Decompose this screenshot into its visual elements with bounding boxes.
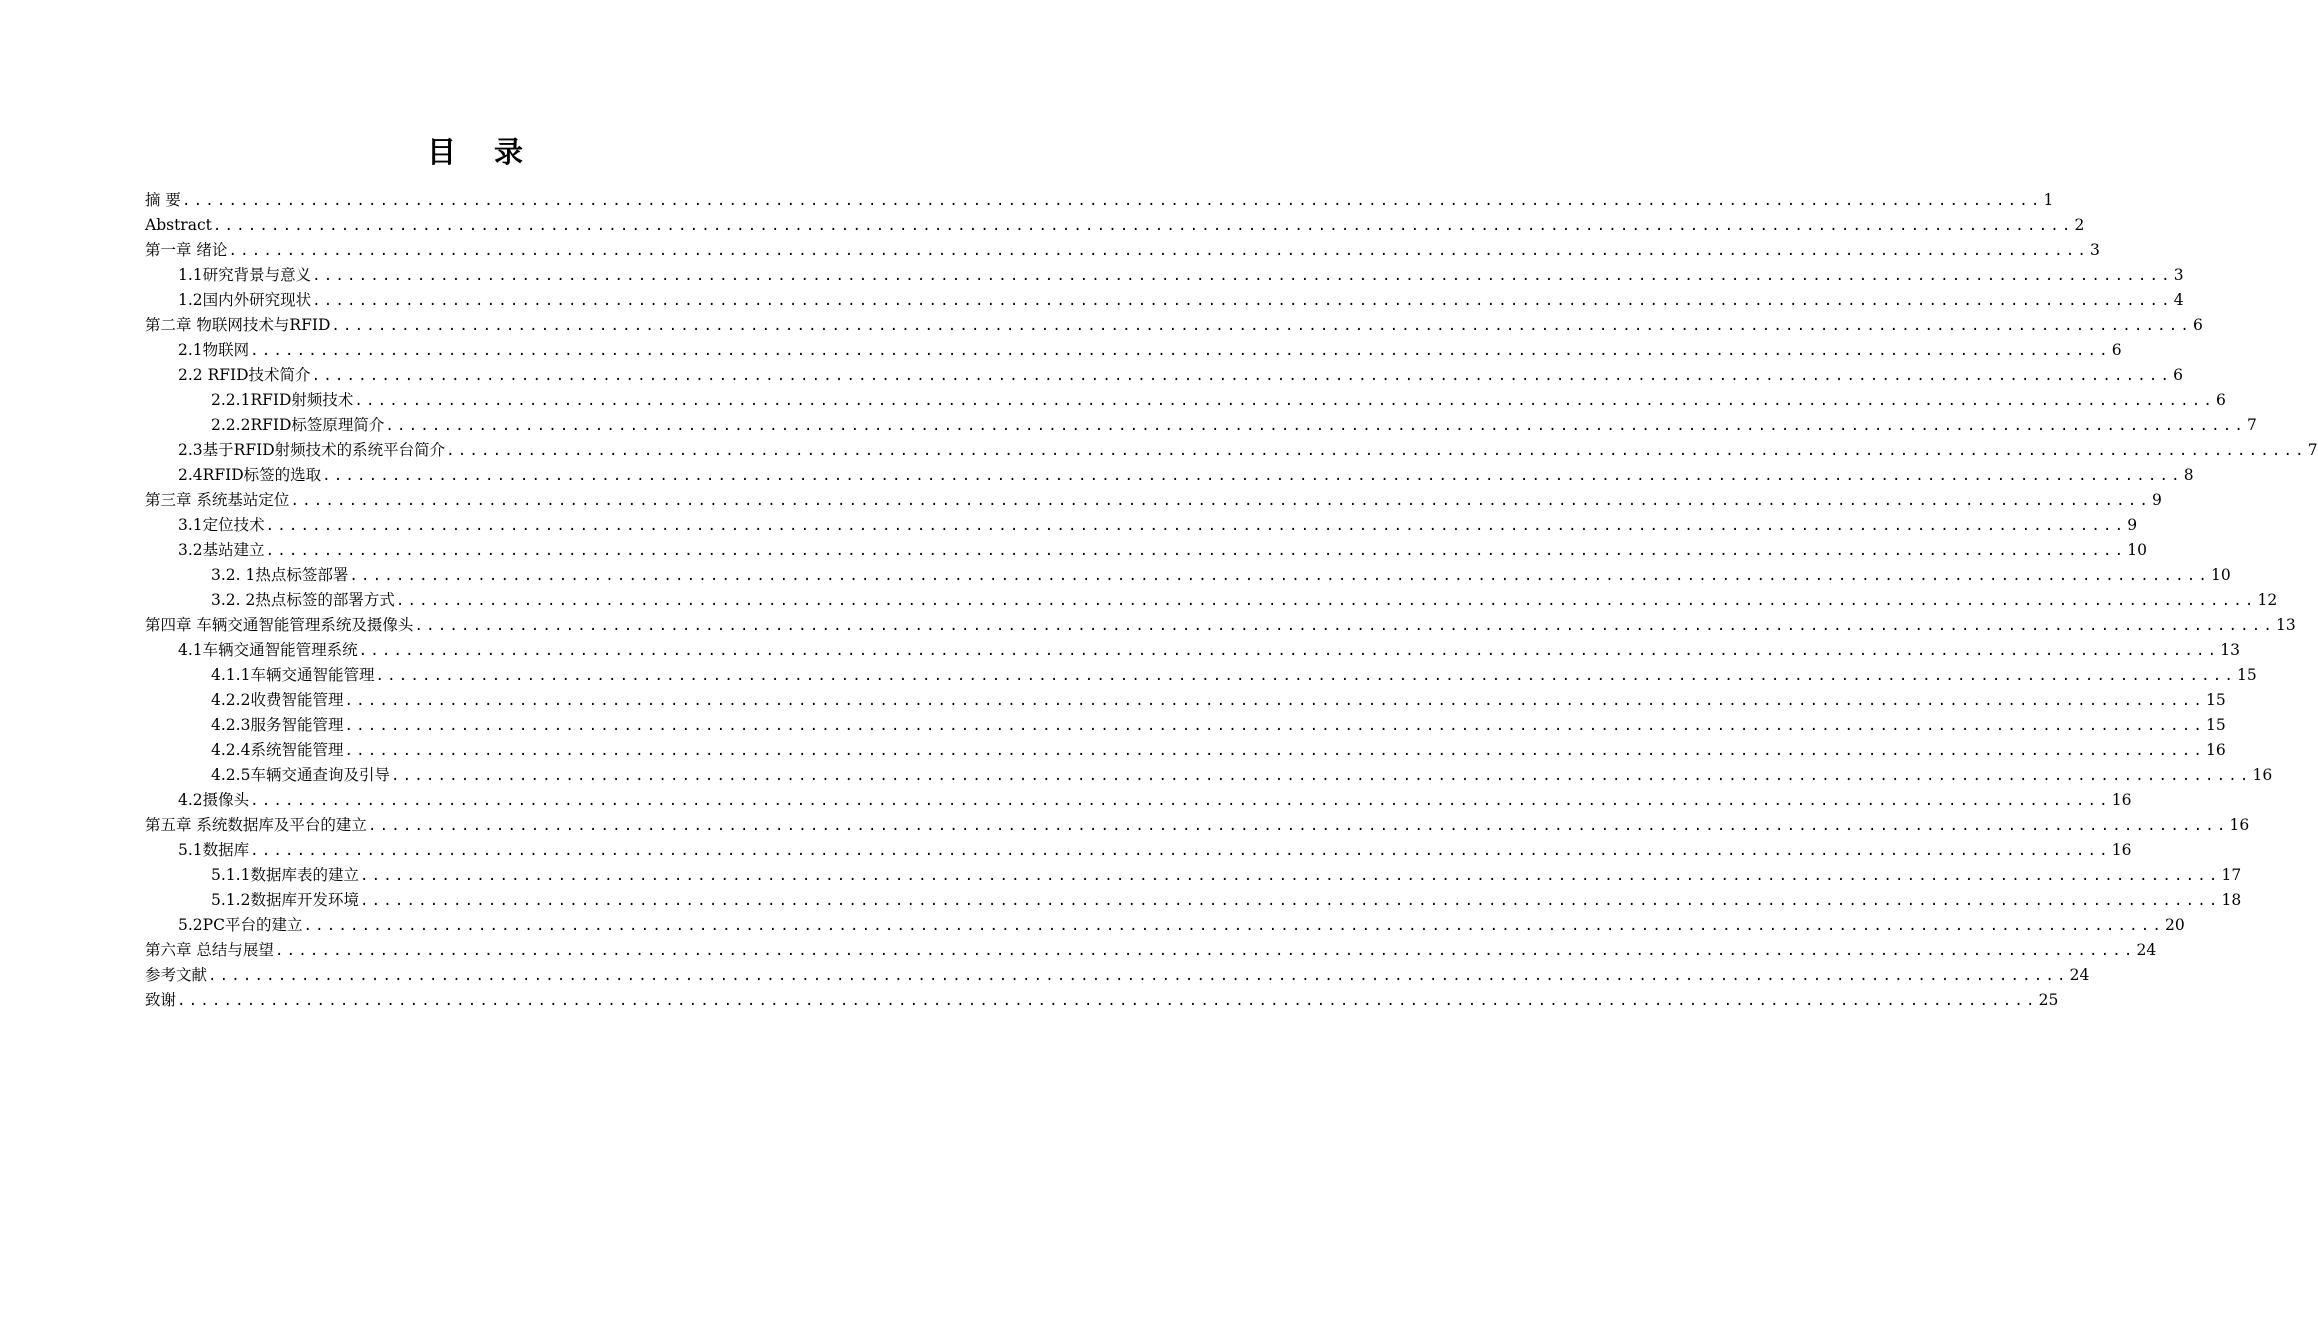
toc-entry-label: 参考文献: [145, 966, 208, 984]
toc-entry-page-number: 25: [2038, 991, 2059, 1009]
page-title: 目 录: [426, 135, 538, 169]
toc-entry-label: 第一章 绪论: [145, 241, 228, 259]
toc-dot-leader: ................................................................................................................................................................: [359, 893, 2221, 909]
toc-entry[interactable]: [145, 513, 2138, 538]
toc-entry-page-number: 18: [2221, 891, 2242, 909]
toc-entry-page-number: 17: [2221, 866, 2242, 884]
toc-entry[interactable]: [145, 413, 2257, 438]
toc-entry-page-number: 24: [2136, 941, 2157, 959]
toc-entry[interactable]: [145, 913, 2185, 938]
toc-dot-leader: ................................................................................................................................................................: [181, 193, 2043, 209]
toc-entry-label: 3.2. 2热点标签的部署方式: [211, 591, 395, 609]
toc-entry-page-number: 6: [2173, 366, 2184, 384]
toc-entry-page-number: 16: [2229, 816, 2250, 834]
toc-dot-leader: ................................................................................................................................................................: [250, 843, 2111, 859]
toc-dot-leader: ................................................................................................................................................................: [446, 443, 2307, 459]
toc-entry[interactable]: [145, 363, 2184, 388]
toc-entry[interactable]: [145, 688, 2226, 713]
toc-entry-page-number: 7: [2307, 441, 2318, 459]
toc-entry[interactable]: [145, 788, 2132, 813]
toc-entry-label: 4.2.3服务智能管理: [211, 716, 344, 734]
toc-entry-page-number: 2: [2074, 216, 2085, 234]
toc-entry-page-number: 13: [2220, 641, 2240, 659]
toc-entry-page-number: 16: [2111, 841, 2132, 859]
toc-entry-label: 1.2国内外研究现状: [178, 291, 312, 309]
toc-entry[interactable]: [145, 263, 2184, 288]
toc-entry-label: 摘 要: [145, 191, 181, 209]
toc-entry-label: 第四章 车辆交通智能管理系统及摄像头: [145, 616, 414, 634]
toc-entry[interactable]: [145, 813, 2250, 838]
toc-entry-label: 5.1.2数据库开发环境: [211, 891, 359, 909]
toc-dot-leader: ................................................................................................................................................................: [344, 718, 2206, 734]
toc-entry-page-number: 16: [2206, 741, 2226, 759]
toc-dot-leader: ................................................................................................................................................................: [250, 343, 2111, 359]
toc-entry-page-number: 3: [2173, 266, 2184, 284]
toc-dot-leader: ................................................................................................................................................................: [375, 668, 2237, 684]
toc-entry-label: 5.1.1数据库表的建立: [211, 866, 359, 884]
toc-entry-page-number: 24: [2069, 966, 2090, 984]
toc-entry[interactable]: [145, 538, 2147, 563]
toc-dot-leader: ................................................................................................................................................................: [349, 568, 2210, 584]
table-of-contents: [145, 188, 2318, 1013]
toc-entry-page-number: 6: [2216, 391, 2226, 409]
toc-entry-label: 2.2.1RFID射频技术: [211, 391, 354, 409]
toc-entry[interactable]: [145, 713, 2226, 738]
toc-entry[interactable]: [145, 238, 2100, 263]
toc-entry-page-number: 9: [2152, 491, 2162, 509]
toc-dot-leader: ................................................................................................................................................................: [312, 293, 2173, 309]
toc-entry-label: 3.2基站建立: [178, 541, 265, 559]
toc-dot-leader: ................................................................................................................................................................: [177, 993, 2038, 1009]
toc-entry-page-number: 3: [2090, 241, 2100, 259]
toc-entry-label: 2.2 RFID技术简介: [178, 366, 311, 384]
toc-entry[interactable]: [145, 888, 2242, 913]
toc-entry-page-number: 20: [2165, 916, 2185, 934]
toc-entry-label: 3.2. 1热点标签部署: [211, 566, 349, 584]
toc-entry-label: 4.2摄像头: [178, 791, 250, 809]
toc-entry-page-number: 13: [2276, 616, 2296, 634]
toc-entry[interactable]: [145, 863, 2242, 888]
toc-dot-leader: ................................................................................................................................................................: [311, 368, 2173, 384]
toc-entry[interactable]: [145, 588, 2278, 613]
toc-entry-label: 第三章 系统基站定位: [145, 491, 290, 509]
toc-entry-label: 4.2.2收费智能管理: [211, 691, 344, 709]
toc-entry-label: 5.1数据库: [178, 841, 250, 859]
toc-entry-label: 第五章 系统数据库及平台的建立: [145, 816, 367, 834]
toc-dot-leader: ................................................................................................................................................................: [354, 393, 2216, 409]
toc-entry-page-number: 7: [2247, 416, 2257, 434]
toc-entry-label: Abstract: [145, 216, 212, 234]
toc-entry-page-number: 15: [2206, 691, 2226, 709]
toc-entry-page-number: 8: [2183, 466, 2194, 484]
toc-entry[interactable]: [145, 313, 2203, 338]
toc-entry-label: 第六章 总结与展望: [145, 941, 274, 959]
toc-entry-label: 5.2PC平台的建立: [178, 916, 303, 934]
toc-entry-label: 2.2.2RFID标签原理简介: [211, 416, 385, 434]
toc-dot-leader: ................................................................................................................................................................: [390, 768, 2252, 784]
toc-entry-label: 2.4RFID标签的选取: [178, 466, 322, 484]
toc-entry[interactable]: [145, 563, 2231, 588]
toc-dot-leader: ................................................................................................................................................................: [303, 918, 2165, 934]
toc-entry[interactable]: [145, 463, 2194, 488]
toc-entry-page-number: 4: [2173, 291, 2184, 309]
toc-dot-leader: ................................................................................................................................................................: [265, 543, 2127, 559]
toc-dot-leader: ................................................................................................................................................................: [367, 818, 2229, 834]
toc-entry-label: 致谢: [145, 991, 177, 1009]
toc-entry[interactable]: [145, 288, 2184, 313]
toc-entry-page-number: 10: [2127, 541, 2147, 559]
toc-entry[interactable]: [145, 738, 2226, 763]
toc-entry-label: 4.1车辆交通智能管理系统: [178, 641, 358, 659]
toc-dot-leader: ................................................................................................................................................................: [265, 518, 2127, 534]
toc-dot-leader: ................................................................................................................................................................: [344, 693, 2206, 709]
toc-entry-label: 3.1定位技术: [178, 516, 265, 534]
toc-entry-page-number: 1: [2043, 191, 2054, 209]
toc-entry-page-number: 9: [2127, 516, 2138, 534]
toc-entry[interactable]: [145, 663, 2257, 688]
toc-dot-leader: ................................................................................................................................................................: [359, 868, 2221, 884]
toc-entry-label: 2.3基于RFID射频技术的系统平台简介: [178, 441, 446, 459]
toc-entry-label: 4.1.1车辆交通智能管理: [211, 666, 375, 684]
toc-entry-page-number: 15: [2237, 666, 2257, 684]
toc-entry[interactable]: [145, 988, 2059, 1013]
toc-entry[interactable]: [145, 638, 2240, 663]
toc-entry-page-number: 12: [2257, 591, 2278, 609]
toc-dot-leader: ................................................................................................................................................................: [250, 793, 2111, 809]
toc-dot-leader: ................................................................................................................................................................: [344, 743, 2206, 759]
toc-dot-leader: ................................................................................................................................................................: [228, 243, 2090, 259]
toc-entry[interactable]: [145, 838, 2132, 863]
toc-entry-label: 2.1物联网: [178, 341, 250, 359]
toc-entry-page-number: 15: [2206, 716, 2226, 734]
toc-dot-leader: ................................................................................................................................................................: [290, 493, 2152, 509]
toc-entry[interactable]: [145, 938, 2157, 963]
toc-dot-leader: ................................................................................................................................................................: [212, 218, 2074, 234]
toc-dot-leader: ................................................................................................................................................................: [274, 943, 2136, 959]
toc-dot-leader: ................................................................................................................................................................: [358, 643, 2220, 659]
toc-entry-page-number: 16: [2111, 791, 2132, 809]
toc-dot-leader: ................................................................................................................................................................: [312, 268, 2173, 284]
toc-entry[interactable]: [145, 613, 2296, 638]
toc-dot-leader: ................................................................................................................................................................: [414, 618, 2276, 634]
toc-dot-leader: ................................................................................................................................................................: [385, 418, 2247, 434]
toc-entry-page-number: 6: [2111, 341, 2122, 359]
toc-dot-leader: ................................................................................................................................................................: [208, 968, 2069, 984]
toc-dot-leader: ................................................................................................................................................................: [395, 593, 2257, 609]
toc-entry-page-number: 10: [2210, 566, 2231, 584]
toc-entry[interactable]: [145, 338, 2122, 363]
toc-entry[interactable]: [145, 963, 2090, 988]
toc-entry[interactable]: [145, 438, 2318, 463]
toc-entry-label: 第二章 物联网技术与RFID: [145, 316, 331, 334]
toc-entry[interactable]: [145, 388, 2226, 413]
toc-entry-label: 4.2.5车辆交通查询及引导: [211, 766, 390, 784]
toc-dot-leader: ................................................................................................................................................................: [322, 468, 2183, 484]
toc-entry-page-number: 6: [2193, 316, 2203, 334]
toc-entry[interactable]: [145, 188, 2054, 213]
toc-entry[interactable]: [145, 763, 2273, 788]
toc-entry[interactable]: [145, 213, 2085, 238]
toc-entry-page-number: 16: [2252, 766, 2273, 784]
toc-entry[interactable]: [145, 488, 2162, 513]
toc-entry-label: 4.2.4系统智能管理: [211, 741, 344, 759]
toc-dot-leader: ................................................................................................................................................................: [331, 318, 2192, 334]
toc-entry-label: 1.1研究背景与意义: [178, 266, 312, 284]
